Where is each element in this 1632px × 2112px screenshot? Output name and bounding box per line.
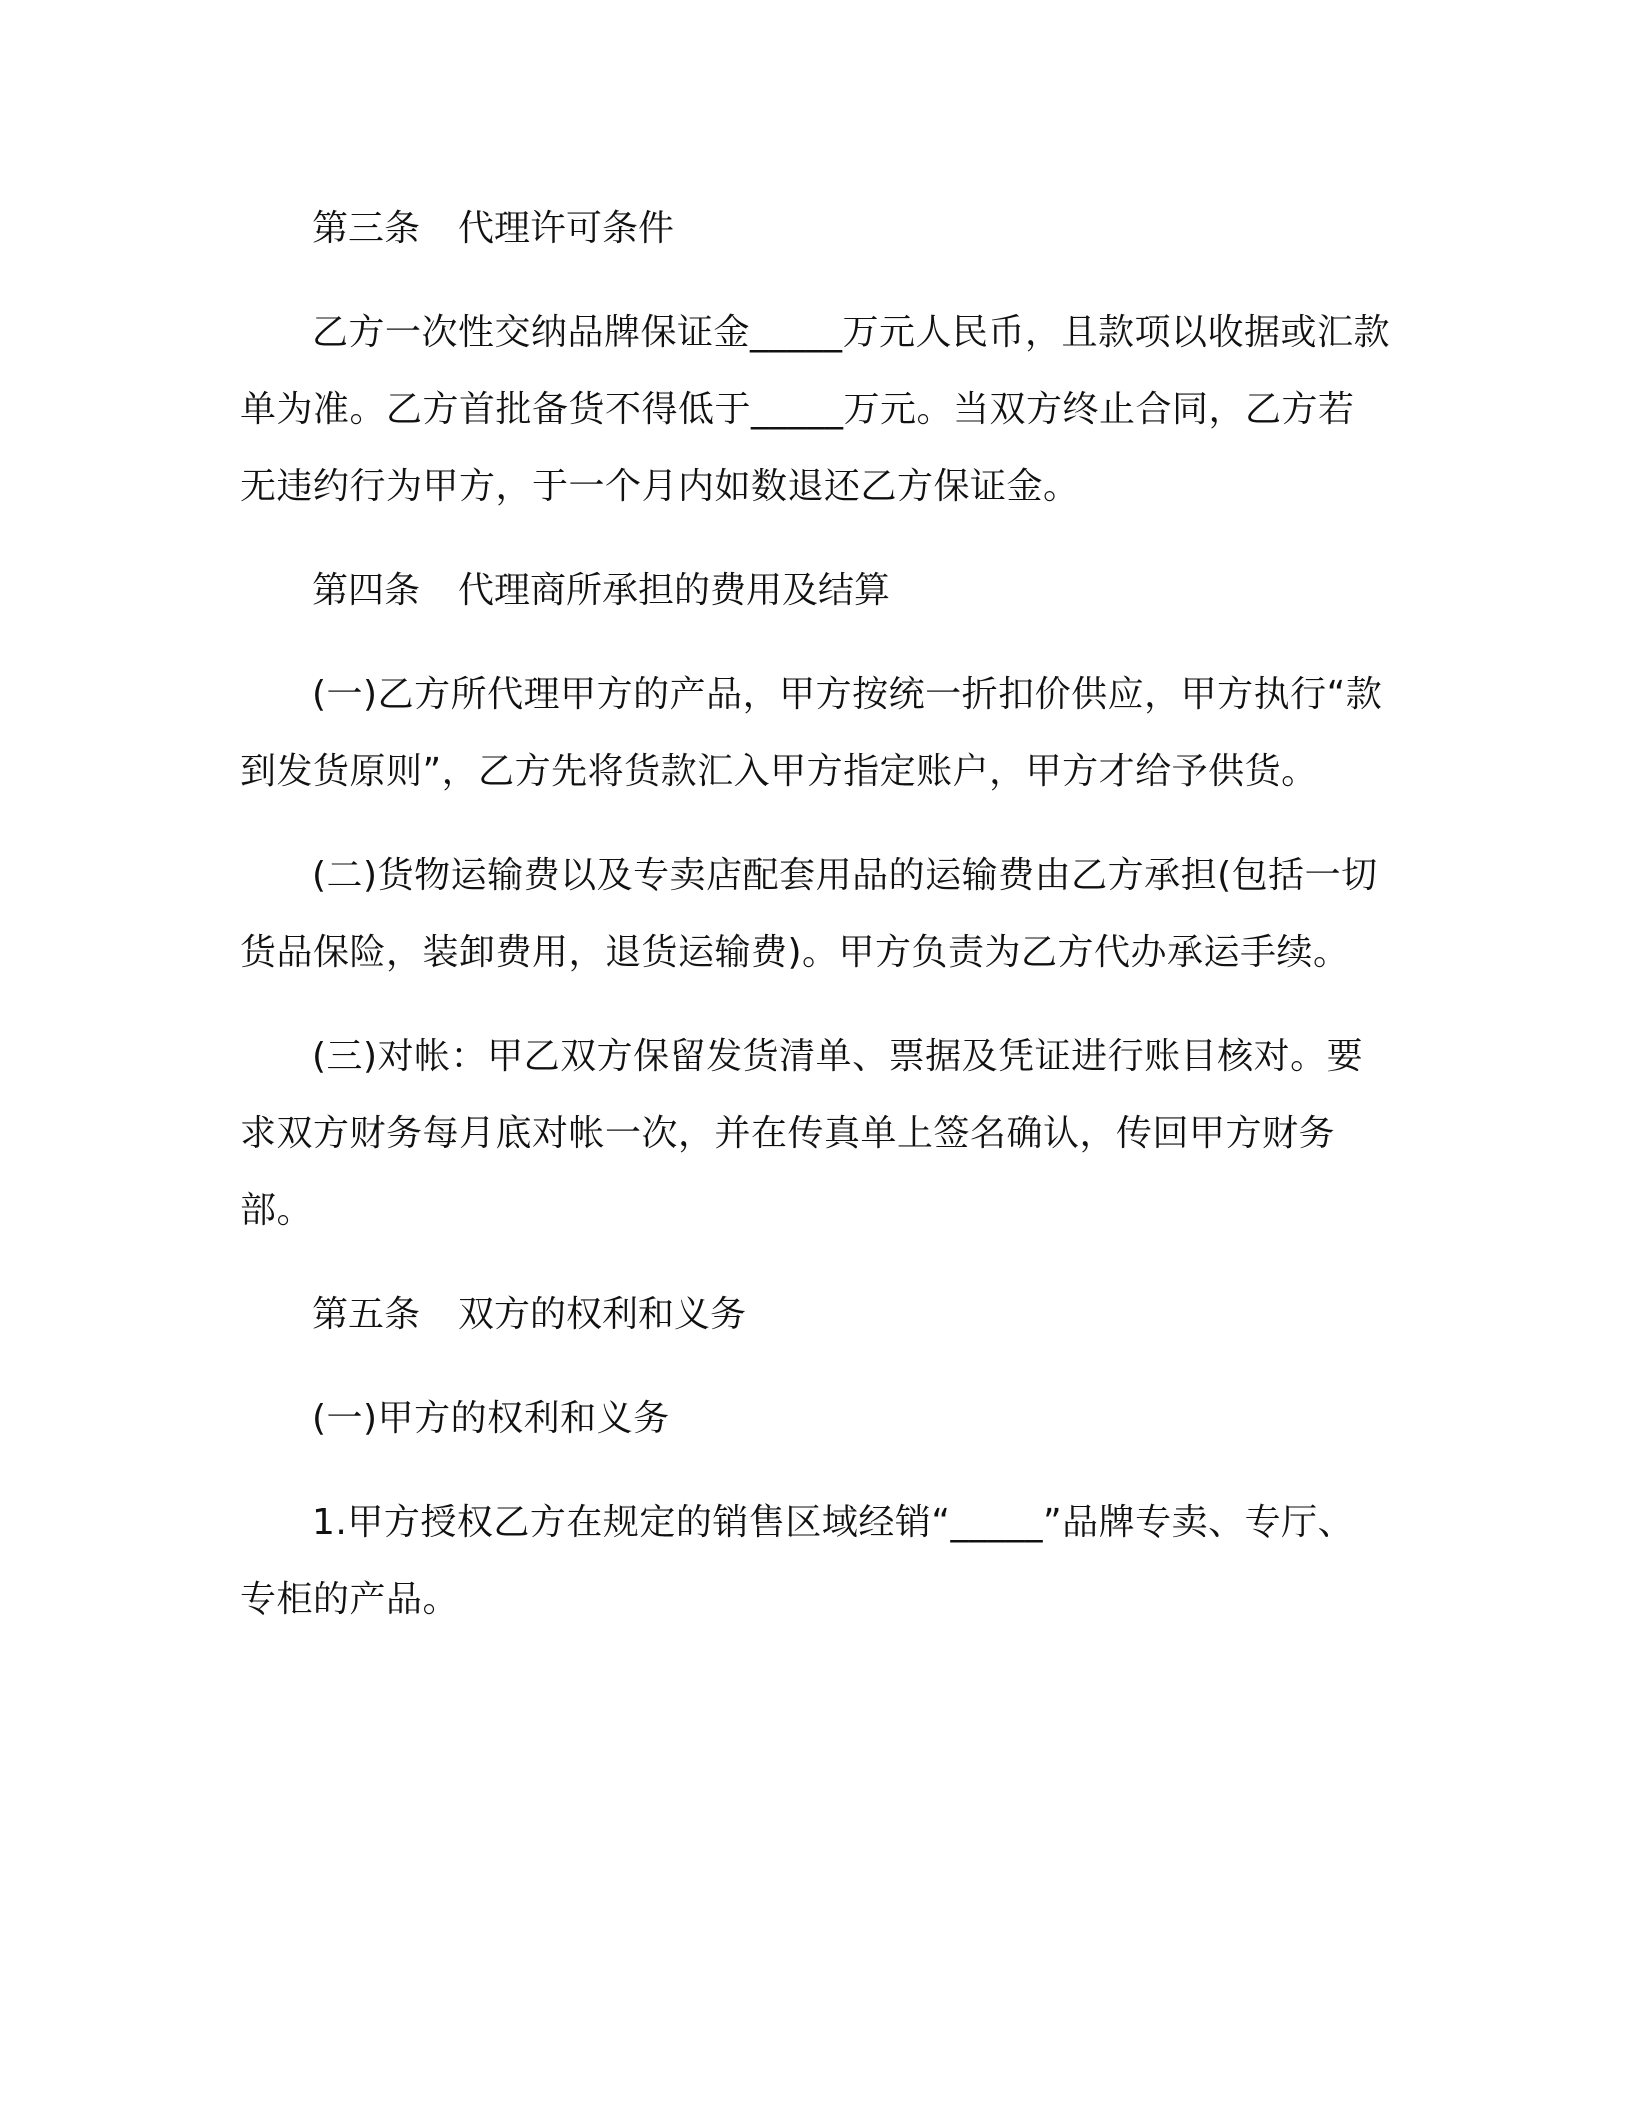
document-page	[240, 190, 1390, 1665]
article-title: 代理商所承担的费用及结算	[458, 570, 891, 611]
article-number: 第五条	[312, 1294, 421, 1335]
paragraph: (一)乙方所代理甲方的产品，甲方按统一折扣价供应，甲方执行“款到发货原则”，乙方先将货款汇入甲方指定账户，甲方才给予供货。	[240, 674, 1383, 792]
article-title: 代理许可条件	[458, 208, 675, 249]
article-3-heading	[240, 190, 1390, 267]
article-title: 双方的权利和义务	[458, 1294, 747, 1335]
article-5-heading	[240, 1276, 1390, 1353]
paragraph: (一)甲方的权利和义务	[312, 1398, 670, 1439]
article-number: 第三条	[312, 208, 421, 249]
article-number: 第四条	[312, 570, 421, 611]
paragraph: (二)货物运输费以及专卖店配套用品的运输费由乙方承担(包括一切货品保险，装卸费用，退货运输费)。甲方负责为乙方代办承运手续。	[240, 855, 1378, 973]
paragraph: 乙方一次性交纳品牌保证金_____万元人民币，且款项以收据或汇款单为准。乙方首批备货不得低于_____万元。当双方终止合同，乙方若无违约行为甲方，于一个月内如数退还乙方保证金。	[240, 312, 1391, 507]
article-4-heading	[240, 552, 1390, 629]
paragraph: (三)对帐：甲乙双方保留发货清单、票据及凭证进行账目核对。要求双方财务每月底对帐一次，并在传真单上签名确认，传回甲方财务部。	[240, 1036, 1364, 1231]
paragraph: 1.甲方授权乙方在规定的销售区域经销“_____”品牌专卖、专厅、专柜的产品。	[240, 1502, 1355, 1620]
